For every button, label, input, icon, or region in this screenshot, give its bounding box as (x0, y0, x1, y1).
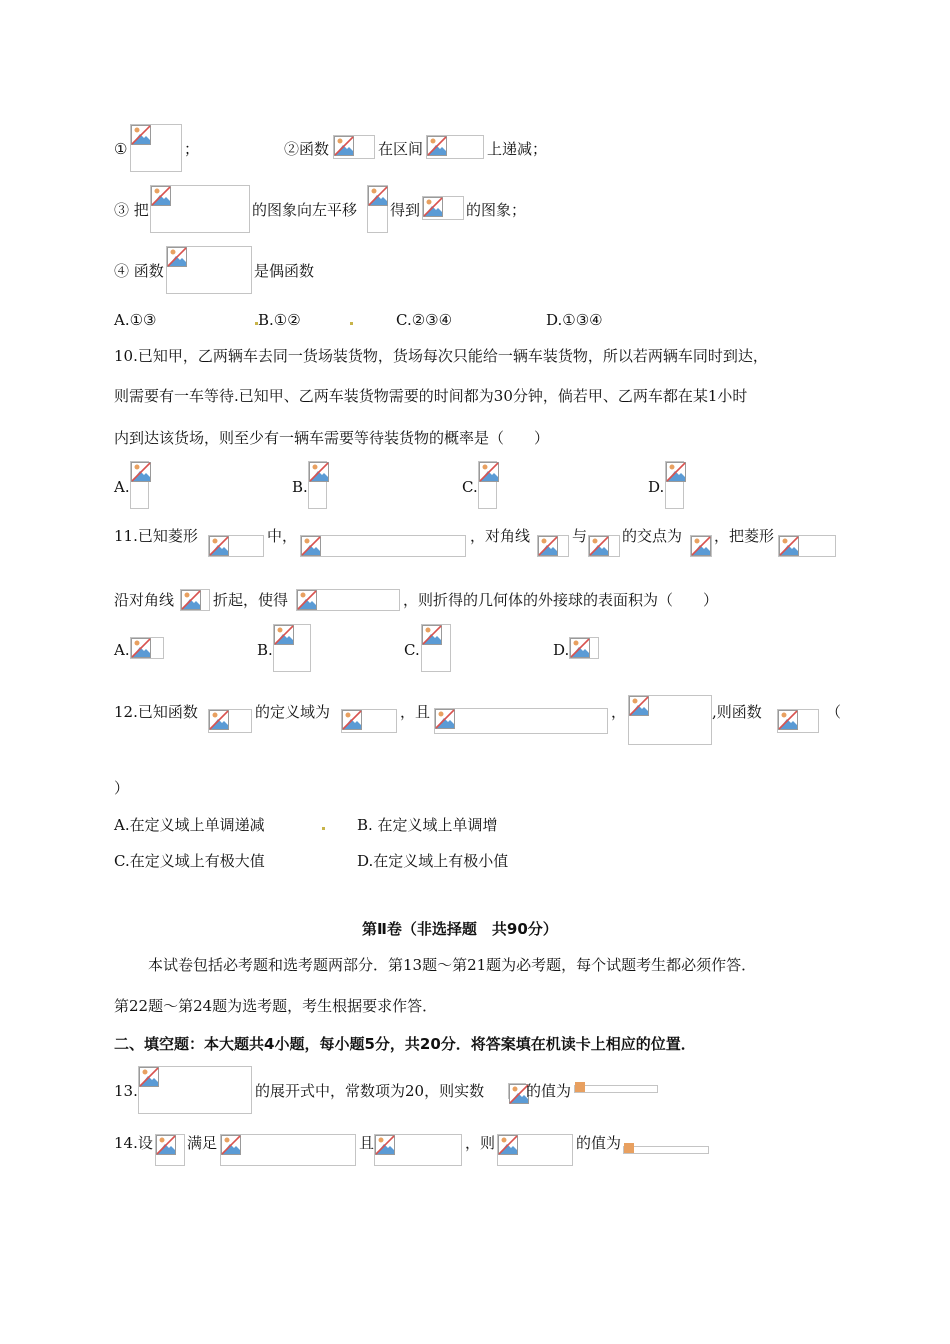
formula-image (777, 709, 819, 733)
formula-image (130, 637, 164, 659)
broken-image-icon (435, 709, 455, 729)
broken-image-icon (575, 1082, 585, 1092)
q12-option-a: A.在定义域上单调递减 (114, 816, 265, 834)
q12-option-c: C.在定义域上有极大值 (114, 852, 265, 870)
q10-line3: 内到达该货场，则至少有一辆车需要等待装货物的概率是（ ） (114, 429, 550, 447)
q11-h: 折起，使得 (213, 591, 289, 609)
broken-image-icon (131, 462, 151, 482)
broken-image-icon (498, 1135, 518, 1155)
broken-image-icon (167, 247, 187, 267)
broken-image-icon (570, 638, 590, 658)
q9-item3-c: 得到 (390, 201, 421, 219)
q12-d: ， (611, 703, 627, 721)
q14-a: 14.设 (114, 1134, 153, 1152)
q12-option-b: B. 在定义域上单调增 (357, 816, 498, 834)
q12-c: ，且 (400, 703, 431, 721)
q11-b: 中， (267, 527, 298, 545)
broken-image-icon (156, 1135, 176, 1155)
q11-d: 与 (572, 527, 588, 545)
q14-e: 的值为 (576, 1134, 622, 1152)
formula-image (478, 461, 497, 509)
q9-item3-b: 的图象向左平移 (252, 201, 358, 219)
q11-option-c: C. (404, 641, 420, 659)
broken-image-icon (779, 536, 799, 556)
broken-image-icon (423, 197, 443, 217)
formula-image (628, 695, 712, 745)
formula-image (308, 461, 327, 509)
q9-item2-c: 上递减； (487, 140, 548, 158)
formula-image (208, 535, 264, 557)
q14-b: 满足 (187, 1134, 218, 1152)
q13-c: 的值为 (526, 1082, 572, 1100)
answer-blank-image (623, 1146, 709, 1154)
broken-image-icon (479, 462, 499, 482)
q13-a: 13. (114, 1082, 138, 1100)
formula-image (155, 1134, 185, 1166)
broken-image-icon (368, 186, 388, 206)
q9-item1-num: ① (114, 140, 128, 158)
formula-image (130, 461, 149, 509)
broken-image-icon (209, 536, 229, 556)
formula-image (508, 1083, 526, 1099)
answer-blank-image (574, 1085, 658, 1093)
formula-image (208, 709, 252, 733)
mark-dot (322, 827, 325, 830)
formula-image (273, 624, 311, 672)
formula-image (537, 535, 569, 557)
formula-image (166, 246, 252, 294)
q9-item4-b: 是偶函数 (254, 262, 315, 280)
q9-item3-d: 的图象； (466, 201, 527, 219)
broken-image-icon (221, 1135, 241, 1155)
formula-image (665, 461, 684, 509)
q9-option-d: D.①③④ (546, 311, 603, 329)
formula-image (341, 709, 397, 733)
formula-image (778, 535, 836, 557)
q10-option-a: A. (114, 478, 130, 496)
q11-c: ，对角线 (470, 527, 531, 545)
q9-item4-a: ④ 函数 (114, 262, 164, 280)
broken-image-icon (538, 536, 558, 556)
q9-item2-b: 在区间 (378, 140, 424, 158)
q14-d: ，则 (465, 1134, 496, 1152)
q11-a: 11.已知菱形 (114, 527, 198, 545)
formula-image (497, 1134, 573, 1166)
q10-line1: 10.已知甲，乙两辆车去同一货场装货物，货场每次只能给一辆车装货物，所以若两辆车同时到达， (114, 347, 768, 365)
q11-g: 沿对角线 (114, 591, 175, 609)
formula-image (180, 589, 210, 611)
broken-image-icon (666, 462, 686, 482)
q9-option-b: B.①② (258, 311, 301, 329)
section-heading: 二、填空题：本大题共4小题，每小题5分，共20分．将答案填在机读卡上相应的位置． (114, 1035, 696, 1053)
formula-image (130, 124, 182, 172)
q9-option-a: A.①③ (114, 311, 157, 329)
formula-image (374, 1134, 462, 1166)
broken-image-icon (624, 1143, 634, 1153)
q14-c: 且 (359, 1134, 375, 1152)
q13-b: 的展开式中，常数项为20，则实数 (255, 1082, 485, 1100)
broken-image-icon (334, 136, 354, 156)
broken-image-icon (691, 536, 711, 556)
formula-image (138, 1066, 252, 1114)
q9-item3-a: ③ 把 (114, 201, 149, 219)
formula-image (588, 535, 620, 557)
q11-f: ，把菱形 (714, 527, 775, 545)
q9-option-c: C.②③④ (396, 311, 453, 329)
broken-image-icon (151, 186, 171, 206)
broken-image-icon (301, 536, 321, 556)
q10-line2: 则需要有一车等待.已知甲、乙两车装货物需要的时间都为30分钟，倘若甲、乙两车都在某1小时 (114, 387, 748, 405)
part2-intro-line1: 本试卷包括必考题和选考题两部分．第13题～第21题为必考题，每个试题考生都必须作答． (148, 956, 757, 974)
formula-image (422, 196, 464, 220)
q11-option-a: A. (114, 641, 130, 659)
q9-item1-end: ； (184, 140, 200, 158)
formula-image (333, 135, 375, 159)
formula-image (421, 624, 451, 672)
broken-image-icon (309, 462, 329, 482)
q10-option-d: D. (648, 478, 665, 496)
formula-image (690, 535, 712, 557)
broken-image-icon (139, 1067, 159, 1087)
broken-image-icon (181, 590, 201, 610)
q12-g: ） (114, 779, 130, 797)
broken-image-icon (297, 590, 317, 610)
mark-dot (350, 322, 353, 325)
q10-option-b: B. (292, 478, 308, 496)
formula-image (367, 185, 388, 233)
q11-e: 的交点为 (622, 527, 683, 545)
q11-option-b: B. (257, 641, 273, 659)
formula-image (300, 535, 466, 557)
broken-image-icon (375, 1135, 395, 1155)
q10-option-c: C. (462, 478, 478, 496)
q12-a: 12.已知函数 (114, 703, 198, 721)
broken-image-icon (629, 696, 649, 716)
broken-image-icon (589, 536, 609, 556)
broken-image-icon (427, 136, 447, 156)
q12-e: ,则函数 (712, 703, 762, 721)
broken-image-icon (131, 125, 151, 145)
q12-f: （ (826, 703, 842, 721)
formula-image (426, 135, 484, 159)
broken-image-icon (274, 625, 294, 645)
q11-option-d: D. (553, 641, 570, 659)
broken-image-icon (342, 710, 362, 730)
q12-option-d: D.在定义域上有极小值 (357, 852, 509, 870)
formula-image (434, 708, 608, 734)
formula-image (296, 589, 400, 611)
formula-image (569, 637, 599, 659)
formula-image (220, 1134, 356, 1166)
broken-image-icon (778, 710, 798, 730)
formula-image (150, 185, 250, 233)
broken-image-icon (422, 625, 442, 645)
q12-b: 的定义域为 (255, 703, 331, 721)
broken-image-icon (131, 638, 151, 658)
part2-title: 第Ⅱ卷（非选择题 共90分） (362, 920, 558, 938)
part2-intro-line2: 第22题～第24题为选考题，考生根据要求作答． (114, 997, 438, 1015)
q9-item2-a: ②函数 (284, 140, 330, 158)
q11-i: ，则折得的几何体的外接球的表面积为（ ） (403, 591, 719, 609)
broken-image-icon (209, 710, 229, 730)
